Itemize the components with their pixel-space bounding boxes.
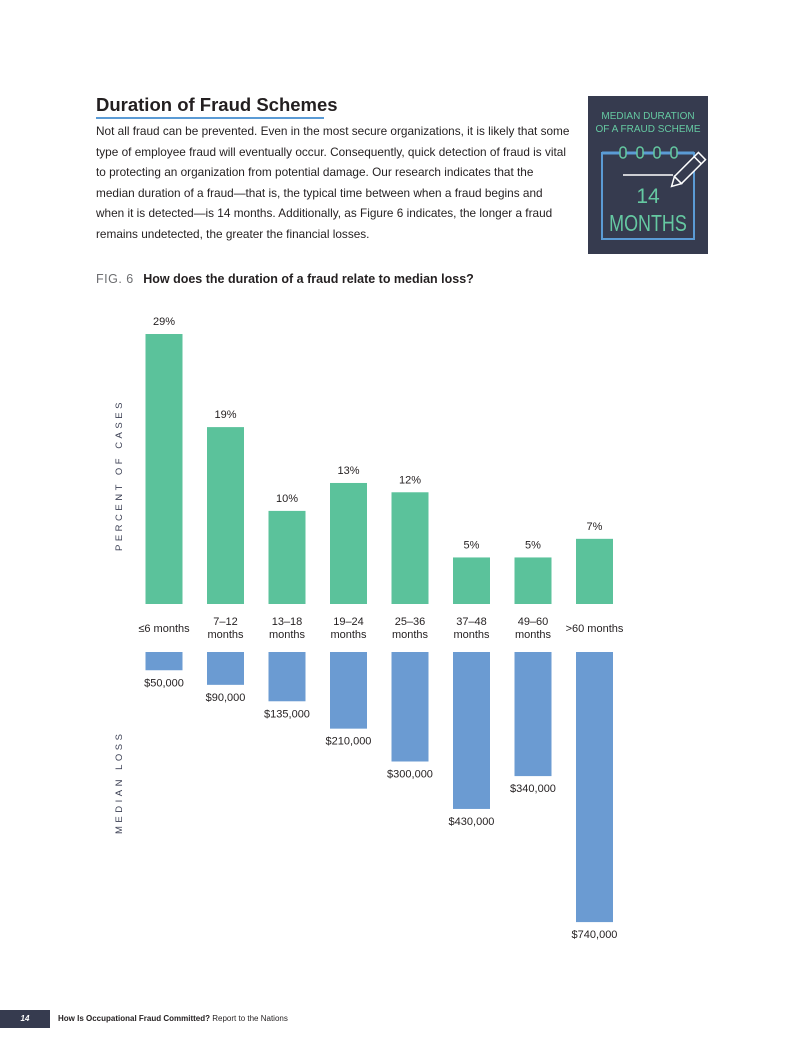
cases-value-label: 19% (214, 409, 237, 422)
loss-bar (330, 652, 367, 729)
loss-value-label: $90,000 (205, 691, 246, 704)
loss-bar (453, 652, 490, 809)
cases-bar (515, 557, 552, 604)
loss-bar (207, 652, 244, 685)
callout-number: 14 (636, 185, 660, 208)
category-label: 13–18 (271, 616, 303, 628)
loss-value-label: $740,000 (571, 929, 618, 942)
loss-axis-label: MEDIAN LOSS (114, 730, 125, 834)
loss-value-label: $135,000 (264, 708, 310, 721)
callout-unit: MONTHS (609, 210, 687, 237)
loss-value-label: $340,000 (510, 783, 556, 796)
cases-value-label: 5% (525, 539, 541, 552)
category-label: months (514, 629, 552, 641)
percent-axis-label: PERCENT OF CASES (114, 399, 125, 551)
section-body-text: Not all fraud can be prevented. Even in the most secure organizations, it is likely that some type of employee fraud will eventually occur. Consequently, quick detection of fraud is vital to protecting an organization from potential damage. Our research indicates that the median duration of a fraud—that is, the typical time between when a fraud begins and when it is detected—is 14 months. Additionally, as Figure 6 indicates, the longer a fraud remains undetected, the greater the financial losses. (96, 124, 570, 241)
cases-value-label: 12% (398, 474, 422, 487)
category-label: months (391, 629, 429, 641)
category-label: 7–12 (213, 616, 238, 628)
footer-report-subtitle: Report to the Nations (212, 1014, 288, 1023)
loss-bar (576, 652, 613, 922)
figure-question: How does the duration of a fraud relate to median loss? (143, 272, 474, 286)
loss-value-label: $430,000 (448, 815, 495, 828)
cases-bar (207, 427, 244, 604)
footer-title (58, 1010, 288, 1028)
figure-label: FIG. 6 (96, 272, 134, 286)
cases-value-label: 5% (463, 539, 480, 552)
page-number: 14 (0, 1010, 50, 1028)
category-label: months (268, 629, 306, 641)
callout-title-line-2: OF A FRAUD SCHEME (595, 124, 701, 135)
cases-bar (576, 539, 613, 604)
loss-bar (392, 652, 429, 762)
callout-title-line-1: MEDIAN DURATION (601, 111, 695, 122)
category-label: months (453, 629, 490, 641)
cases-value-label: 10% (275, 492, 299, 505)
loss-value-label: $210,000 (325, 735, 372, 748)
loss-bar (269, 652, 306, 701)
loss-value-label: $300,000 (387, 768, 433, 781)
cases-value-label: 7% (586, 520, 603, 533)
category-label: 19–24 (333, 616, 364, 628)
category-label: ≤6 months (138, 623, 190, 635)
category-label: 25–36 (394, 616, 426, 628)
cases-bar (146, 334, 183, 604)
cases-bar (269, 511, 306, 604)
cases-bar (330, 483, 367, 604)
cases-value-label: 13% (337, 464, 360, 477)
loss-bar (515, 652, 552, 776)
cases-bar (453, 557, 490, 604)
footer-report-title: How Is Occupational Fraud Committed? (58, 1014, 211, 1023)
category-label: 37–48 (456, 616, 487, 628)
category-label: months (330, 629, 367, 641)
section-heading: Duration of Fraud Schemes (96, 94, 338, 115)
cases-bar (392, 492, 429, 604)
cases-value-label: 29% (152, 316, 176, 329)
category-label: months (207, 629, 244, 641)
loss-bar (146, 652, 183, 670)
category-label: 49–60 (517, 616, 549, 628)
loss-value-label: $50,000 (144, 677, 184, 690)
category-label: >60 months (565, 623, 624, 635)
